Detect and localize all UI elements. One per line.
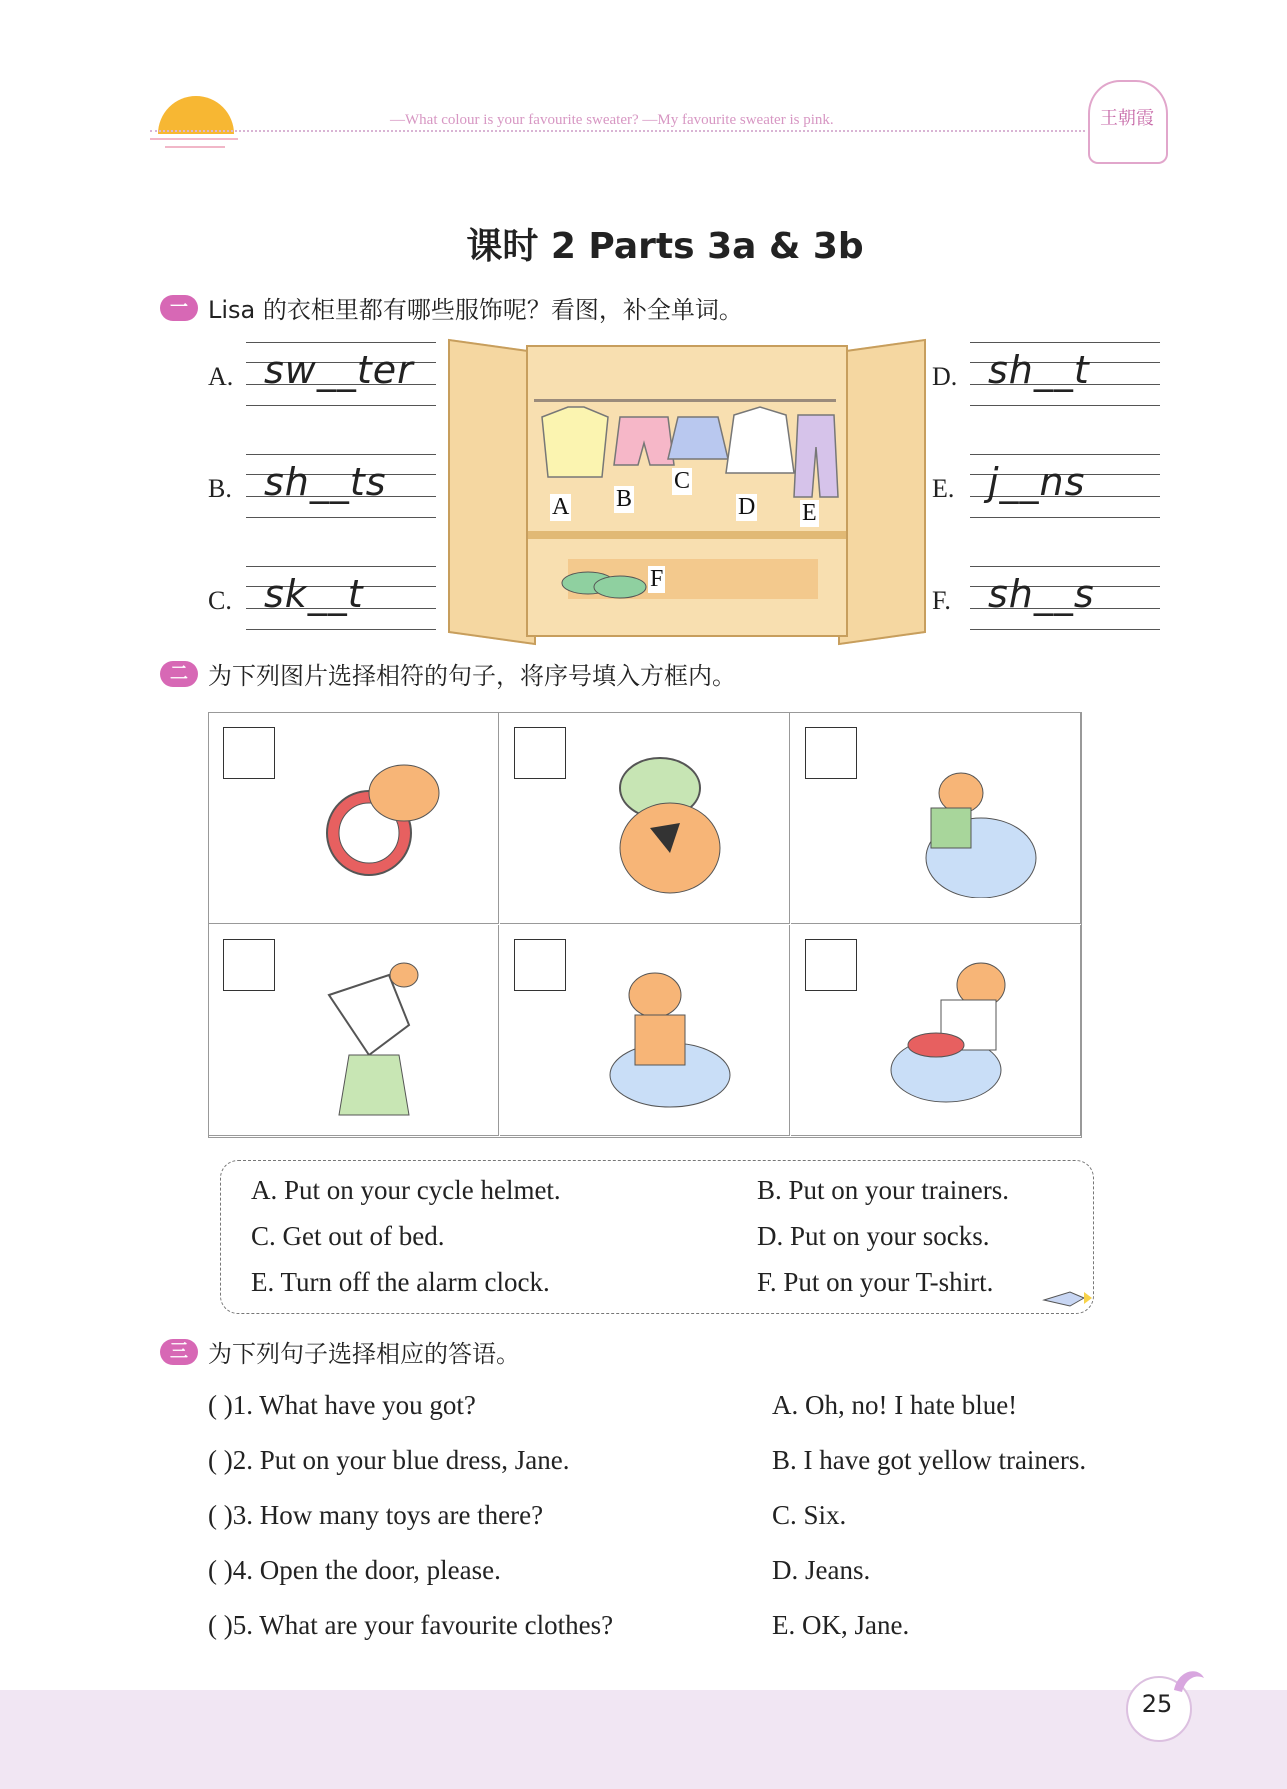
item-letter: A.	[208, 362, 234, 391]
option-text: A. Put on your cycle helmet.	[251, 1175, 561, 1205]
option-text: D. Put on your socks.	[757, 1221, 990, 1251]
decor-line	[165, 146, 225, 148]
tiger-get-out-of-bed-icon	[891, 748, 1041, 898]
question-3: ( )3. How many toys are there?	[208, 1500, 544, 1530]
writing-band[interactable]	[970, 342, 1160, 406]
picture-cell	[500, 925, 790, 1136]
answer-box[interactable]	[805, 727, 857, 779]
section-3-badge: 三	[160, 1339, 198, 1365]
decor-line	[150, 138, 238, 140]
answer-c: C. Six.	[772, 1500, 847, 1530]
option-text: F. Put on your T-shirt.	[757, 1267, 994, 1297]
answer-box[interactable]	[514, 939, 566, 991]
picture-cell	[500, 713, 790, 924]
writing-band[interactable]	[246, 342, 436, 406]
dolphin-icon	[1168, 1660, 1208, 1700]
section-2-badge: 二	[160, 661, 198, 687]
wardrobe-door-left	[448, 339, 536, 645]
header-divider	[150, 130, 1085, 132]
tiger-alarm-clock-icon	[309, 748, 459, 898]
answer-b: B. I have got yellow trainers.	[772, 1445, 1087, 1475]
clothes-label: E	[802, 500, 817, 526]
question-4: ( )4. Open the door, please.	[208, 1555, 501, 1585]
question-1: ( )1. What have you got?	[208, 1390, 476, 1420]
item-letter: B.	[208, 474, 232, 503]
word-blank: sk__t	[264, 572, 364, 616]
answer-e: E. OK, Jane.	[772, 1610, 910, 1640]
rocket-icon	[1040, 1282, 1096, 1312]
tiger-tshirt-icon	[299, 945, 459, 1125]
answer-d: D. Jeans.	[772, 1555, 871, 1585]
writing-band[interactable]	[970, 566, 1160, 630]
clothes-label: C	[674, 468, 691, 494]
section-1-badge: 一	[160, 295, 198, 321]
section-3-instruction: 为下列句子选择相应的答语。	[208, 1340, 520, 1368]
section-1-instruction: Lisa 的衣柜里都有哪些服饰呢？看图，补全单词。	[208, 296, 743, 324]
picture-cell	[209, 925, 499, 1136]
item-letter: E.	[932, 474, 955, 503]
picture-cell	[791, 713, 1081, 924]
item-letter: C.	[208, 586, 232, 615]
picture-grid	[208, 712, 1082, 1138]
clothes-label: B	[616, 486, 633, 512]
word-blank: sh__t	[988, 348, 1090, 392]
tiger-helmet-icon	[600, 738, 750, 908]
question-5: ( )5. What are your favourite clothes?	[208, 1610, 614, 1640]
writing-band[interactable]	[970, 454, 1160, 518]
option-text: B. Put on your trainers.	[757, 1175, 1009, 1205]
word-blank: sw__ter	[264, 348, 414, 392]
page-title: 课时 2 Parts 3a & 3b	[466, 226, 864, 267]
option-text: C. Get out of bed.	[251, 1221, 445, 1251]
clothes-label: F	[650, 566, 664, 592]
clothes-label: D	[738, 494, 756, 520]
question-2: ( )2. Put on your blue dress, Jane.	[208, 1445, 570, 1475]
writing-band[interactable]	[246, 566, 436, 630]
answer-a: A. Oh, no! I hate blue!	[772, 1390, 1018, 1420]
option-text: E. Turn off the alarm clock.	[251, 1267, 550, 1297]
word-blank: sh__ts	[264, 460, 387, 504]
section-2-instruction: 为下列图片选择相符的句子，将序号填入方框内。	[208, 662, 736, 690]
word-blank: sh__s	[988, 572, 1095, 616]
word-blank: j__ns	[988, 460, 1086, 504]
footer-band	[0, 1690, 1287, 1789]
answer-box[interactable]	[514, 727, 566, 779]
tiger-trainers-icon	[886, 950, 1036, 1110]
answer-box[interactable]	[223, 939, 275, 991]
publisher-logo-text: 王朝霞	[1100, 108, 1154, 129]
sun-icon	[158, 96, 234, 134]
picture-cell	[209, 713, 499, 924]
page-number: 25	[1141, 1690, 1173, 1718]
options-box	[220, 1160, 1094, 1314]
writing-band[interactable]	[246, 454, 436, 518]
tiger-socks-icon	[595, 955, 745, 1115]
item-letter: D.	[932, 362, 958, 391]
answer-box[interactable]	[223, 727, 275, 779]
clothes-label: A	[552, 494, 570, 520]
picture-cell	[791, 925, 1081, 1136]
wardrobe-door-right	[838, 339, 926, 645]
header-slogan: —What colour is your favourite sweater? —My favourite sweater is pink.	[390, 112, 834, 128]
answer-box[interactable]	[805, 939, 857, 991]
item-letter: F.	[932, 586, 951, 615]
